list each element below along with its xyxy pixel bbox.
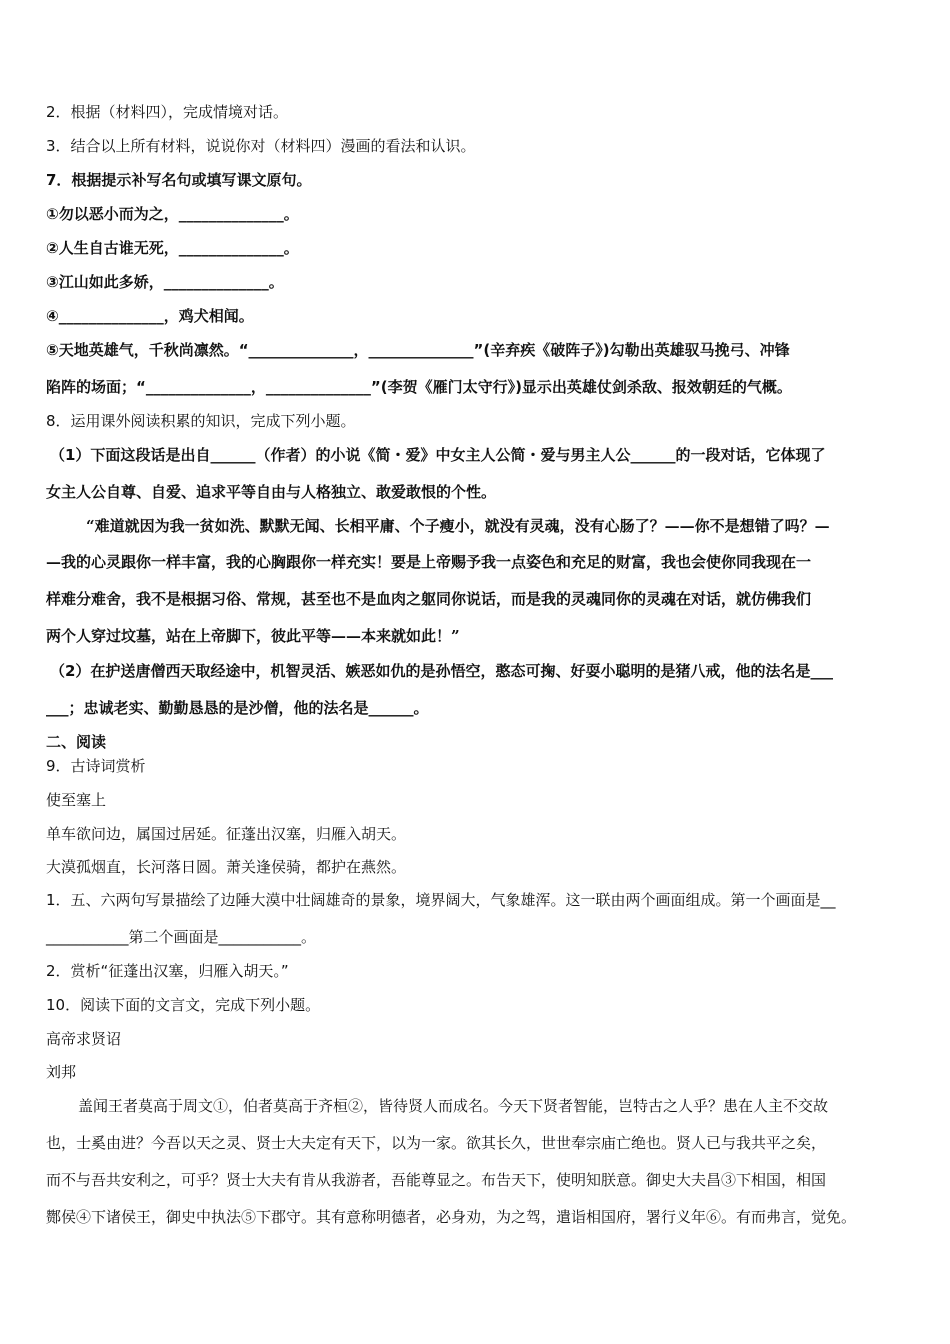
question-2-prompt: 2．根据（材料四），完成情境对话。 (46, 103, 289, 121)
jane-eyre-quote-line-3: 样难分难舍，我不是根据习俗、常规，甚至也不是血肉之躯同你说话，而是我的灵魂同你的灵魂在对话，就仿佛我们 (46, 590, 812, 608)
q8-part-1-line-2: 女主人公自尊、自爱、追求平等自由与人格独立、敢爱敢恨的个性。 (46, 483, 497, 501)
question-9-heading: 9．古诗词赏析 (46, 757, 146, 775)
q9-sub-1-line-2: ___________第二个画面是___________。 (46, 928, 317, 946)
classical-text-title: 高帝求贤诏 (46, 1030, 122, 1048)
section-2-heading: 二、阅读 (46, 733, 107, 751)
poem-title: 使至塞上 (46, 791, 107, 809)
poem-line-2: 大漠孤烟直，长河落日圆。萧关逢侯骑，都护在燕然。 (46, 858, 407, 876)
q9-sub-1-line-1: 1．五、六两句写景描绘了边陲大漠中壮阔雄奇的景象，境界阔大，气象雄浑。这一联由两个画面组成。第一个画面是__ (46, 891, 836, 909)
q7-item-1: ①勿以恶小而为之，______________。 (46, 205, 299, 223)
poem-line-1: 单车欲问边，属国过居延。征蓬出汉塞，归雁入胡天。 (46, 825, 407, 843)
q8-part-2-line-2: ___；忠诚老实、勤勤恳恳的是沙僧，他的法名是______。 (46, 699, 429, 717)
classical-text-line-2: 也，士奚由进？今吾以天之灵、贤士大夫定有天下，以为一家。欲其长久，世世奉宗庙亡绝也。贤人已与我共平之矣， (46, 1134, 827, 1152)
q9-sub-2: 2．赏析“征蓬出汉塞，归雁入胡天。” (46, 962, 289, 980)
q7-item-2: ②人生自古谁无死，______________。 (46, 239, 299, 257)
classical-text-line-1: 盖闻王者莫高于周文①，伯者莫高于齐桓②，皆待贤人而成名。今天下贤者智能，岂特古之人乎？患在人主不交故 (78, 1097, 829, 1115)
q7-item-5-line-1: ⑤天地英雄气，千秋尚凛然。“______________，______________”(辛弃疾《破阵子》)勾勒出英雄驭马挽弓、冲锋 (46, 341, 790, 359)
classical-text-line-4: 酂侯④下诸侯王，御史中执法⑤下郡守。其有意称明德者，必身劝，为之驾，遣诣相国府，署行义年⑥。有而弗言，觉免。 (46, 1208, 857, 1226)
jane-eyre-quote-line-1: “难道就因为我一贫如洗、默默无闻、长相平庸、个子瘦小，就没有灵魂，没有心肠了？——你不是想错了吗？— (86, 517, 830, 535)
question-10-heading: 10．阅读下面的文言文，完成下列小题。 (46, 996, 321, 1014)
q8-part-1-line-1: （1）下面这段话是出自______（作者）的小说《简・爱》中女主人公简・爱与男主人公______的一段对话，它体现了 (50, 446, 826, 464)
question-8-heading: 8．运用课外阅读积累的知识，完成下列小题。 (46, 412, 356, 430)
q7-item-4: ④______________，鸡犬相闻。 (46, 307, 254, 325)
classical-text-author: 刘邦 (46, 1063, 77, 1081)
classical-text-line-3: 而不与吾共安利之，可乎？贤士大夫有肯从我游者，吾能尊显之。布告天下，使明知朕意。御史大夫昌③下相国，相国 (46, 1171, 827, 1189)
q8-part-2-line-1: （2）在护送唐僧西天取经途中，机智灵活、嫉恶如仇的是孙悟空，憨态可掬、好耍小聪明的是猪八戒，他的法名是___ (50, 662, 833, 680)
question-3-prompt: 3．结合以上所有材料，说说你对（材料四）漫画的看法和认识。 (46, 137, 476, 155)
q7-item-3: ③江山如此多娇，______________。 (46, 273, 284, 291)
q7-item-5-line-2: 陷阵的场面；“______________，______________”(李贺《雁门太守行》)显示出英雄仗剑杀敌、报效朝廷的气概。 (46, 378, 792, 396)
jane-eyre-quote-line-2: —我的心灵跟你一样丰富，我的心胸跟你一样充实！要是上帝赐予我一点姿色和充足的财富，我也会使你同我现在一 (46, 553, 812, 571)
jane-eyre-quote-line-4: 两个人穿过坟墓，站在上帝脚下，彼此平等——本来就如此！” (46, 627, 460, 645)
question-7-heading: 7．根据提示补写名句或填写课文原句。 (46, 171, 312, 189)
